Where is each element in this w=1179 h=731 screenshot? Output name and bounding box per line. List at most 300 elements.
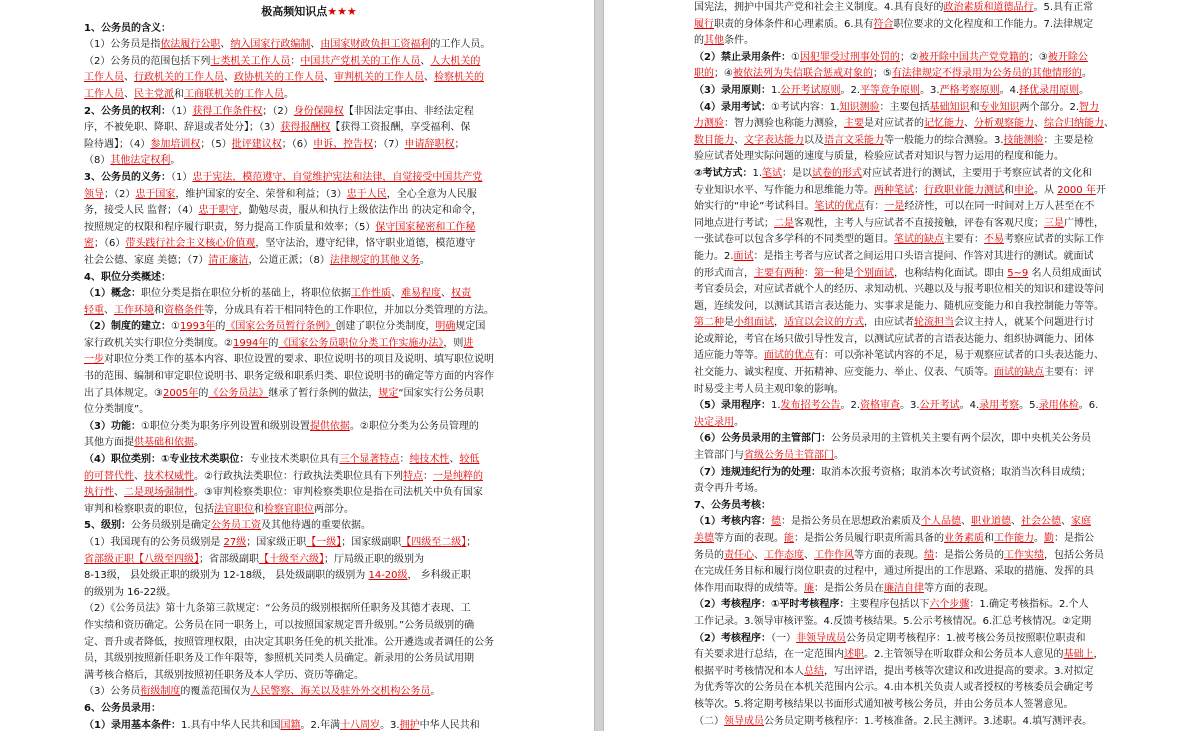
highlighted-term: 忠于职守 [198, 205, 239, 217]
text-run: （1）我国现有的公务员级别是 [84, 537, 224, 548]
highlighted-term: 专业知识 [979, 101, 1020, 113]
text-run: 的 [198, 387, 209, 399]
text-run: 工作记录。3.领导审核评鉴。4.反馈考核结果。5.公示考核情况。6.汇总考核情况。②定期 [694, 615, 1092, 627]
text-line [694, 398, 1131, 415]
text-run: ： [422, 470, 433, 482]
text-run: 1、公务员的含义： [84, 22, 171, 34]
highlighted-term: 六个步骤 [929, 599, 970, 611]
highlighted-term: 进 [463, 337, 474, 349]
highlighted-term: 三是 [1044, 217, 1064, 229]
text-run: 8-13级， 县处级正职的级别为 12-18级， 县处级副职的级别为 [84, 570, 369, 582]
text-run: 1. [770, 84, 781, 96]
highlighted-term: 笔试的优点 [814, 201, 865, 213]
text-run: （2）制度的建立： [84, 321, 171, 333]
text-run: 在完成任务目标和履行岗位职责的过程中，通过所提出的工作思路、采取的措施、发挥的具 [694, 566, 1094, 578]
text-line [694, 33, 1131, 50]
text-line [84, 684, 534, 701]
highlighted-term: 国籍 [280, 719, 301, 731]
text-run: 。5.具有正常 [1033, 2, 1094, 13]
text-run: 是对应试者的 [864, 118, 924, 130]
text-line [694, 697, 1131, 714]
highlighted-term: 七类机关工作人员 [210, 55, 291, 67]
text-line [84, 54, 534, 71]
text-run: 对应试者进行的测试，主要用于考察应试者的文化和 [862, 167, 1093, 179]
text-run: ：是指主考者与应试者之间运用口头语言提问、作答对其进行的测试。就面试 [753, 250, 1094, 262]
text-run: 考察应试者的实际工作 [1004, 234, 1104, 246]
text-run: 审判和检察职责的职位，包括 [84, 503, 214, 515]
text-run: 【获得工资报酬，享受福利、保 [330, 122, 471, 134]
text-run: 险待遇】；（4） [84, 138, 151, 150]
highlighted-term: 法官职位 [214, 503, 254, 515]
text-run: ：主要是检 [1043, 134, 1094, 146]
highlighted-term: 数目能力 [694, 134, 734, 146]
highlighted-term: 面试 [733, 250, 754, 262]
text-line [84, 585, 534, 602]
text-run: ，坚守法治，遵守纪律，恪守职业道德，模范遵守 [255, 238, 476, 250]
text-run: 。4. [959, 400, 980, 412]
text-run: 职位分类是指在职位分析的基础上，将职位依据 [140, 288, 351, 300]
text-line [694, 564, 1131, 581]
highlighted-term: 审判机关的工作人员 [334, 72, 424, 84]
highlighted-term: 述职 [844, 649, 864, 661]
text-line [694, 282, 1131, 299]
text-line [84, 203, 534, 220]
text-line [694, 614, 1131, 631]
text-run: 同地点进行考试； [694, 217, 774, 229]
highlighted-term: 公务员工资 [210, 520, 261, 532]
text-run: 等方面的表现。 [854, 549, 924, 561]
text-run: 体作用而取得的成绩等。 [694, 582, 804, 594]
text-line [694, 249, 1131, 266]
highlighted-term: 执行性 [84, 487, 114, 499]
highlighted-term: 中国共产党机关的工作人员 [300, 55, 421, 67]
text-run: 出了具体规定。③ [84, 387, 163, 399]
text-run: 两部分。 [314, 503, 354, 515]
text-run: （3）录用原则： [694, 84, 771, 96]
highlighted-term: 家庭 [1070, 516, 1091, 528]
text-run: “国家实行公务员职 [398, 387, 484, 399]
text-run: ， [774, 317, 784, 329]
text-run: （2）禁止录用条件： [694, 51, 791, 63]
text-run: 【非因法定事由、非经法定程 [343, 105, 474, 117]
text-run: 。6. [1078, 400, 1099, 412]
highlighted-term: 责任心 [724, 549, 754, 561]
text-run: 位分类制度”。 [84, 404, 150, 416]
text-run: （2）《公务员法》第十九条第三款规定：“公务员的级别根据所任职务及其德才表现、工 [84, 603, 471, 615]
highlighted-term: 二是现场强制性 [124, 487, 194, 499]
highlighted-term: 参加培训权 [150, 138, 201, 150]
highlighted-term: 综合归纳能力 [1044, 118, 1104, 130]
text-run: 、 [310, 39, 321, 51]
text-run: 、 [1034, 118, 1044, 130]
text-run: 定、晋升或者降低，按照管理权限，由决定其职务任免的机关批准。公开遴选或者调任的公务 [84, 636, 494, 648]
highlighted-term: 第二种 [694, 317, 724, 329]
text-line [84, 170, 534, 187]
highlighted-term: 申论 [1014, 184, 1034, 196]
text-run: 是 [724, 317, 734, 329]
text-run: 。②职位分类为公务员管理的 [349, 420, 479, 432]
text-line [694, 348, 1131, 365]
highlighted-term: 不易 [984, 234, 1004, 246]
text-run: 按照规定的权限和程序履行职责，努力提高工作质量和效率；（5） [84, 221, 376, 233]
text-run: ；（5） [200, 138, 232, 150]
text-run: 主要程序包括以下 [849, 599, 930, 611]
text-run: 。3. [920, 84, 940, 96]
text-run: 中华人民共和 [419, 719, 480, 731]
text-run: （3）功能： [84, 420, 141, 432]
highlighted-term: 智力 [1079, 101, 1100, 113]
text-line [694, 531, 1131, 548]
text-run: 条件。 [724, 35, 754, 47]
text-run: 7、公务员考核： [694, 499, 771, 511]
highlighted-term: 技术权威性 [144, 470, 194, 482]
text-run: （1）考核内容： [694, 516, 771, 528]
text-run: ，写出评语，提出考核等次建议和改进提高的要求。3.对拟定 [824, 665, 1094, 677]
text-run: 等，分成具有若干相同特色的工作职位，并加以分类管理的方法。 [204, 304, 494, 316]
text-run: 1. [770, 400, 781, 412]
text-run: 专业技术类职位具有 [249, 454, 340, 466]
text-run: 满考核合格后，其级别按照初任职务及本人学历、资历等确定。 [84, 669, 364, 681]
highlighted-term: 工作实绩 [1004, 549, 1044, 561]
highlighted-term: 基础上 [1063, 649, 1094, 661]
highlighted-term: 其他 [704, 35, 724, 47]
text-run: 根据平时考核情况和本人 [694, 665, 804, 677]
text-run: 主要有：评 [1044, 367, 1094, 379]
text-run: 验应试者处理实际问题的速度与质量，检验应试者对知识与智力运用的程度和能力。 [694, 151, 1064, 163]
highlighted-term: 带头践行社会主义核心价值观 [125, 238, 256, 250]
text-line [84, 402, 534, 419]
text-run: 以及 [804, 134, 824, 146]
highlighted-term: 第一种 [814, 267, 844, 279]
highlighted-term: 工作环境 [114, 304, 154, 316]
text-run: 、 [1104, 118, 1114, 130]
text-run: 继承了暂行条例的做法， [268, 387, 379, 399]
text-run: 。 [194, 437, 204, 449]
text-line [84, 718, 534, 731]
highlighted-term: 决定录用 [694, 416, 734, 428]
text-run: ，由应试者 [864, 317, 914, 329]
text-run: 4、职位分类概述： [84, 271, 171, 283]
text-run: ，维护国家的安全、荣誉和利益；（3） [175, 188, 347, 200]
highlighted-term: 忠于人民 [346, 188, 387, 200]
text-run: 、 [424, 72, 434, 84]
highlighted-term: 笔试的缺点 [894, 234, 944, 246]
highlighted-term: 面试的优点 [764, 350, 814, 362]
title-stars: ★★★ [327, 5, 357, 18]
text-line [694, 680, 1131, 697]
highlighted-term: 政治素质和道德品行 [943, 2, 1034, 13]
text-line [694, 431, 1131, 448]
highlighted-term: 主要 [844, 118, 864, 130]
text-line [694, 116, 1131, 133]
text-line [694, 232, 1131, 249]
text-run: （一） [770, 632, 796, 644]
highlighted-term: 明确 [435, 321, 456, 333]
highlighted-term: 个人品德 [920, 516, 961, 528]
highlighted-term: 5~9 [1007, 267, 1029, 279]
text-run: （1）公务员是指 [84, 39, 161, 51]
highlighted-term: 基础知识 [929, 101, 970, 113]
page-title [84, 4, 534, 21]
text-line [694, 149, 1131, 166]
text-run: 公务员定期考核程序：1.考核准备。2.民主测评。3.述职。4.填写测评表。 [764, 715, 1093, 727]
text-run: （1） [170, 171, 193, 183]
highlighted-term: 批评建议权 [231, 138, 282, 150]
text-run: 开 [1095, 184, 1106, 196]
text-line [84, 37, 534, 54]
text-line [84, 386, 534, 403]
text-run: 和 [1004, 184, 1014, 196]
text-run: 社会公德、家庭 美德；（7） [84, 254, 209, 266]
text-run: ，全心全意为人民服 [386, 188, 477, 200]
text-line [694, 199, 1131, 216]
text-run: 务员的 [694, 549, 724, 561]
right-page-body [694, 0, 1131, 730]
text-line [84, 601, 534, 618]
highlighted-term: 适宜以会议的方式 [784, 317, 864, 329]
text-run: ： [804, 267, 814, 279]
text-line [694, 83, 1131, 100]
highlighted-term: 申诉、控告权 [313, 138, 374, 150]
highlighted-term: 力测验 [694, 118, 724, 130]
highlighted-term: 平等竞争原则 [860, 84, 921, 96]
text-run: 。2. [840, 400, 861, 412]
text-run: 。3. [900, 400, 920, 412]
text-run: ：是指公务员履行职责所需具备的 [794, 533, 944, 544]
text-run: 、 [804, 549, 814, 561]
highlighted-term: 依法履行公职 [160, 39, 221, 51]
text-line [84, 336, 534, 353]
highlighted-term: 14-20级 [368, 570, 408, 582]
text-line [84, 701, 534, 718]
text-run: 。2.年满 [300, 719, 341, 731]
text-run: 题，连续发问，以测试其语言表达能力、实事求是能力、随机应变能力和自我控制能力等等。 [694, 300, 1104, 312]
text-run: ；（2） [262, 105, 294, 117]
text-run: ；（2） [104, 188, 136, 200]
text-run: ：是以 [782, 167, 813, 179]
highlighted-term: 领导成员 [724, 715, 764, 727]
text-run: 等方面的表现。 [924, 582, 994, 594]
text-line [84, 220, 534, 237]
text-line [694, 481, 1131, 498]
text-line [84, 104, 534, 121]
text-run: 务，接受人民 监督；（4） [84, 205, 199, 217]
text-run: 作实绩和资历确定。公务员在同一职务上，可以按照国家规定晋升级别。”公务员级别的确 [84, 619, 475, 631]
highlighted-term: 因犯罪受过刑事处罚的 [799, 51, 900, 63]
text-run: 主要有： [944, 234, 984, 246]
highlighted-term: 27级 [223, 537, 247, 548]
text-run: 的级别为 16-22级。 [84, 586, 177, 598]
highlighted-term: 较低 [459, 454, 480, 466]
text-run: 、 [104, 304, 114, 316]
highlighted-term: 《国家公务员暂行条例》 [225, 321, 336, 333]
text-run: （6）公务员录用的主管部门： [694, 433, 831, 445]
highlighted-term: 工作态度 [764, 549, 804, 561]
highlighted-term: 2000 年 [1057, 184, 1096, 196]
text-line [84, 120, 534, 137]
text-run: ；厅局级正职的级别为 [324, 553, 424, 565]
text-run: 5、级别： [84, 520, 131, 532]
text-run: 适应能力等等。 [694, 350, 764, 362]
highlighted-term: 申请辞职权 [404, 138, 455, 150]
text-run: 、 [220, 39, 231, 51]
highlighted-term: 勤 [1044, 533, 1054, 544]
text-run: 、 [124, 88, 134, 100]
highlighted-term: 人大机关的 [430, 55, 481, 67]
text-run: 。4. [999, 84, 1020, 96]
text-run: 。2.主管领导在听取群众和公务员本人意见的 [864, 649, 1064, 661]
text-run: 序，不被免职、降职、辞退或者处分】；（3） [84, 122, 281, 134]
highlighted-term: 工作人员 [84, 72, 124, 84]
highlighted-term: 职的 [694, 68, 714, 80]
highlighted-term: 轮流担当 [914, 317, 954, 329]
text-run: 。 [284, 88, 294, 100]
highlighted-term: 《公务员法》 [208, 387, 269, 399]
highlighted-term: 一是纯粹的 [432, 470, 483, 482]
text-run: 和 [154, 304, 164, 316]
text-run: 、 [134, 470, 144, 482]
highlighted-term: 社会公德 [1020, 516, 1061, 528]
text-run: 和 [969, 101, 980, 113]
text-run: 、 [960, 516, 971, 528]
text-line [84, 419, 534, 436]
text-line [694, 498, 1131, 515]
text-run: ；④ [714, 68, 733, 80]
text-line [84, 270, 534, 287]
highlighted-term: 德 [770, 516, 781, 528]
left-page-body [84, 21, 534, 731]
highlighted-term: 密 [84, 238, 94, 250]
text-run: 。3. [380, 719, 400, 731]
text-line [84, 668, 534, 685]
text-run: 社交能力、诚实程度、开拓精神、应变能力、举止、仪表、气质等。 [694, 367, 994, 379]
text-run: 。2. [840, 84, 861, 96]
highlighted-term: 廉 [804, 582, 814, 594]
highlighted-term: 检察官职位 [264, 503, 314, 515]
text-run: ，也称结构化面试。即由 [894, 267, 1008, 279]
highlighted-term: 小组面试 [734, 317, 774, 329]
text-run: （4）职位类别：①专业技术类职位： [84, 454, 250, 466]
text-line [694, 714, 1131, 731]
text-run: 规定国 [455, 321, 486, 333]
text-line [84, 303, 534, 320]
text-line [694, 514, 1131, 531]
text-run: 、 [324, 72, 334, 84]
highlighted-term: 绩 [924, 549, 934, 561]
text-line [694, 332, 1131, 349]
text-run: （二） [694, 715, 724, 727]
highlighted-term: 行政职业能力测试 [924, 184, 1004, 196]
text-run: （7）违规违纪行为的处理： [694, 466, 821, 478]
highlighted-term: 纳入国家行政编制 [230, 39, 311, 51]
text-line [84, 87, 534, 104]
text-run: ：是指公务员在思想政治素质及 [780, 516, 921, 528]
highlighted-term: 的可替代性 [84, 470, 134, 482]
highlighted-term: 公开考试 [919, 400, 960, 412]
text-line [694, 647, 1131, 664]
highlighted-term: 资格审查 [860, 400, 901, 412]
text-run: ：是指公务员在 [814, 582, 884, 594]
text-run: ：是指公 [1054, 533, 1094, 544]
text-run: ；国家级副职 [341, 537, 402, 548]
highlighted-term: 笔试 [762, 167, 783, 179]
highlighted-term: 资格条件 [164, 304, 204, 316]
text-run: 的 [694, 35, 704, 47]
text-run: ： [914, 184, 924, 196]
highlighted-term: 廉洁自律 [884, 582, 924, 594]
highlighted-term: 被开除公 [1047, 51, 1088, 63]
text-run: ， 乡科级正职 [407, 570, 471, 582]
text-run: ，包括公务员 [1044, 549, 1104, 561]
highlighted-term: 其他法定权利 [110, 155, 171, 167]
text-run: ：智力测验也称能力测验， [724, 118, 844, 130]
text-run: ：是指公务员的 [934, 549, 1004, 561]
text-run: 的工作人员。 [430, 39, 491, 51]
text-line [694, 183, 1131, 200]
text-run: ：1.确定考核指标。2.个人 [969, 599, 1089, 611]
text-run: 客观性，主考人与应试者不直接接触，评卷有客观尺度； [794, 217, 1044, 229]
highlighted-term: 职业道德 [970, 516, 1011, 528]
text-run: 责令再升考场。 [694, 483, 764, 495]
text-line [84, 236, 534, 253]
text-run: 、 [449, 454, 460, 466]
text-line [694, 664, 1131, 681]
text-run: 书的范围、编制和审定职位说明书、职务定级和职系归类、职位说明书的确定等方面的内容作 [84, 371, 494, 383]
text-run: 。 [1079, 84, 1090, 96]
text-line [84, 352, 534, 369]
text-run: ；（6） [281, 138, 314, 150]
highlighted-term: 身份保障权 [293, 105, 344, 117]
highlighted-term: 符合 [873, 18, 894, 30]
highlighted-term: 民主党派 [134, 88, 174, 100]
highlighted-term: 两种笔试 [874, 184, 914, 196]
highlighted-term: 省级公务员主管部门 [744, 450, 834, 462]
text-run: 。 [1034, 533, 1044, 544]
highlighted-term: 轻重 [84, 304, 104, 316]
text-line [694, 631, 1131, 648]
text-line [694, 216, 1131, 233]
text-run: ； [466, 537, 477, 548]
text-run: 。③审判检察类职位：审判检察类职位是指在司法机关中负有国家 [194, 487, 483, 499]
highlighted-term: 被开除中国共产党党籍的 [918, 51, 1029, 63]
text-line [694, 415, 1131, 432]
text-line [84, 253, 534, 270]
text-run: 的 [268, 337, 279, 349]
text-run: ；省部级副职 [199, 553, 259, 565]
text-run: （2）公务员的范围包括下列 [84, 55, 211, 67]
text-run: 时易受主考人员主观印象的影响。 [694, 383, 844, 395]
text-run: ① [170, 321, 180, 333]
text-line [694, 100, 1131, 117]
text-run: 广博性， [1064, 217, 1104, 229]
text-run: （1）概念： [84, 288, 141, 300]
highlighted-term: 记忆能力 [924, 118, 964, 130]
highlighted-term: 行政机关的工作人员 [134, 72, 224, 84]
highlighted-term: 语言文采能力 [824, 134, 884, 146]
text-run: 、 [754, 549, 764, 561]
text-line [694, 0, 1131, 17]
text-run: 6、公务员录用： [84, 702, 161, 714]
text-run: 。5. [1019, 400, 1039, 412]
text-run: 。从 [1034, 184, 1058, 196]
highlighted-term: 【四级至二级】 [401, 537, 467, 548]
text-run: 公务员定期考核程序：1.被考核公务员按照职位职责和 [845, 632, 1086, 644]
highlighted-term: 工作作风 [814, 549, 854, 561]
text-run: 是 [844, 267, 854, 279]
text-run: 考官委员会，对应试者就个人的经历、求知动机、兴趣以及与报考职位相关的知识和建设等问 [694, 284, 1104, 296]
highlighted-term: 非领导成员 [795, 632, 846, 644]
text-run: 、 [1010, 516, 1021, 528]
